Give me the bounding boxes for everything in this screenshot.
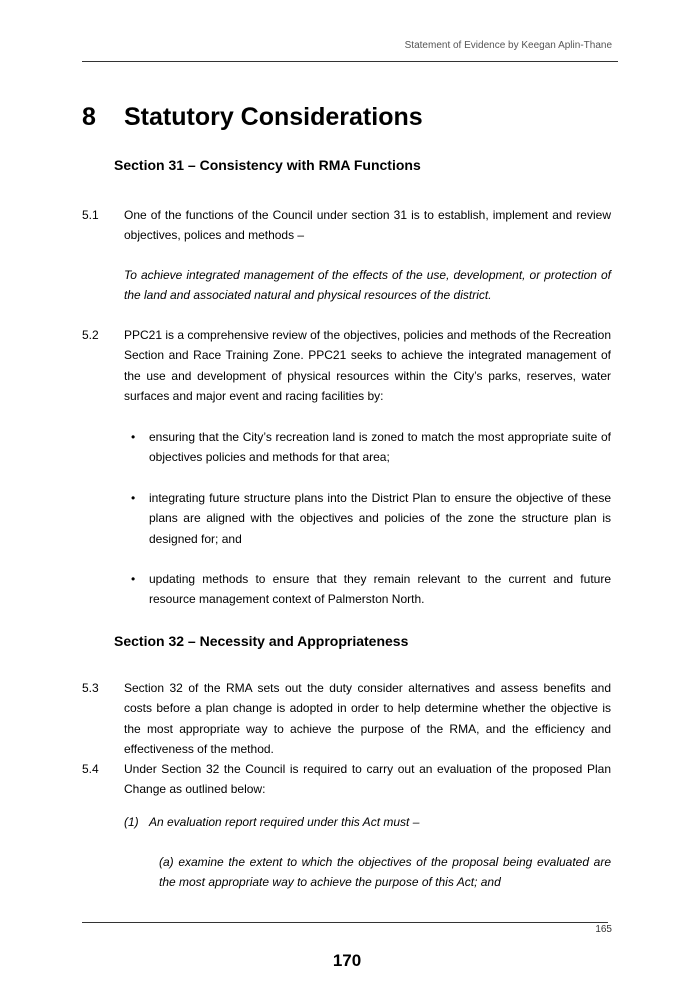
paragraph-number-5-4: 5.4 bbox=[82, 762, 99, 776]
paragraph-5-3: Section 32 of the RMA sets out the duty consider alternatives and assess benefits and costs before a plan change is adopted in order to help determine whether the objective is the most appropriate way to achieve the purpose of the RMA, and the efficiency and effectiveness of the method. bbox=[124, 681, 611, 756]
chapter-title: Statutory Considerations bbox=[124, 103, 423, 131]
bullet-item-1: ensuring that the City’s recreation land is zoned to match the most appropriate suite of objectives policies and methods for that area; bbox=[149, 430, 611, 465]
paragraph-5-2: PPC21 is a comprehensive review of the objectives, policies and methods of the Recreation Section and Race Training Zone. PPC21 seeks to achieve the integrated management of the use and development of physical resources within the City’s parks, reserves, water surfaces and major event and racing facilities by: bbox=[124, 328, 611, 403]
section-32-heading: Section 32 – Necessity and Appropriateness bbox=[114, 633, 409, 649]
section-31-heading: Section 31 – Consistency with RMA Functions bbox=[114, 157, 421, 173]
running-header: Statement of Evidence by Keegan Aplin-Thane bbox=[404, 40, 612, 51]
paragraph-number-5-3: 5.3 bbox=[82, 681, 99, 695]
paragraph-number-5-2: 5.2 bbox=[82, 328, 99, 342]
bullet-icon: • bbox=[131, 430, 136, 444]
paragraph-number-5-1: 5.1 bbox=[82, 208, 99, 222]
bullet-item-2: integrating future structure plans into the District Plan to ensure the objective of these plans are aligned with the objectives and policies of the zone the structure plan is designed for; and bbox=[149, 491, 611, 546]
chapter-number: 8 bbox=[82, 103, 96, 131]
bullet-item-3: updating methods to ensure that they remain relevant to the current and future resource management context of Palmerston North. bbox=[149, 572, 611, 607]
paragraph-5-1: One of the functions of the Council under section 31 is to establish, implement and review objectives, polices and methods – bbox=[124, 208, 611, 243]
bullet-icon: • bbox=[131, 572, 136, 586]
footer-page-number: 165 bbox=[595, 924, 612, 935]
list-item-1: An evaluation report required under this Act must – bbox=[149, 815, 420, 829]
page-stamp-number: 170 bbox=[332, 951, 362, 970]
header-rule bbox=[82, 61, 618, 62]
section-31-quote: To achieve integrated management of the effects of the use, development, or protection of the land and associated natural and physical resources of the district. bbox=[124, 268, 611, 303]
bullet-icon: • bbox=[131, 491, 136, 505]
footer-rule bbox=[82, 922, 608, 923]
paragraph-5-4: Under Section 32 the Council is required to carry out an evaluation of the proposed Plan Change as outlined below: bbox=[124, 762, 611, 797]
list-number-1: (1) bbox=[124, 815, 139, 829]
list-item-1a: (a) examine the extent to which the objectives of the proposal being evaluated are the most appropriate way to achieve the purpose of this Act; and bbox=[159, 855, 611, 890]
